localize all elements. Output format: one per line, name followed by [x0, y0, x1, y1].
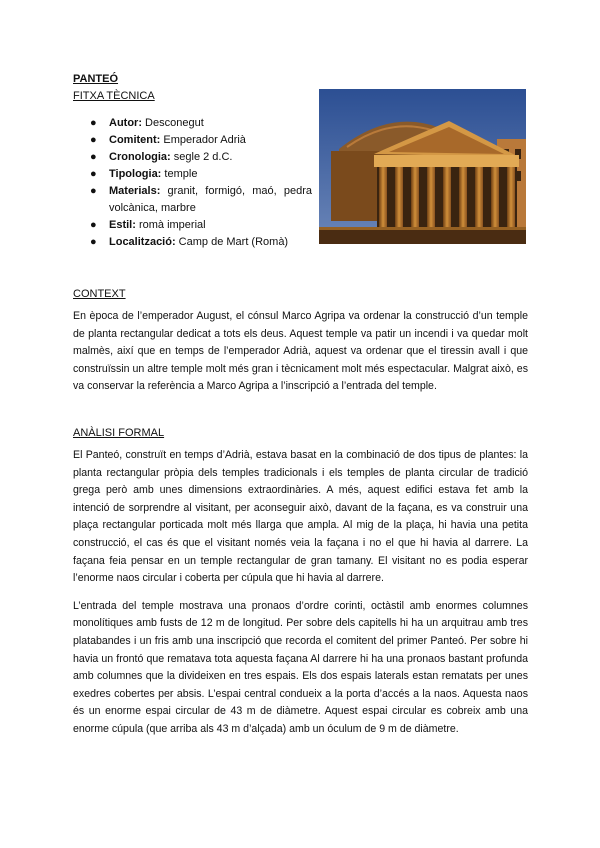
spec-label: Localització: [109, 236, 176, 248]
bullet-icon: ● [90, 236, 97, 248]
spec-item-location [90, 234, 312, 251]
page-title: PANTEÓ [73, 73, 119, 85]
context-heading: CONTEXT [73, 288, 126, 300]
spec-label: Cronologia: [109, 151, 171, 163]
bullet-icon: ● [90, 219, 97, 231]
spec-label: Estil: [109, 219, 136, 231]
spec-value: segle 2 d.C. [170, 151, 233, 163]
pantheon-photo [319, 89, 526, 244]
technical-sheet-heading: FITXA TÈCNICA [73, 90, 155, 102]
spec-label: Autor: [109, 117, 142, 129]
spec-value: romà imperial [135, 219, 206, 231]
analysis-paragraph: L’entrada del temple mostrava una pronaos d’ordre corinti, octàstil amb enormes columnes monolítiques amb fusts de 12 m de longitud. Per sobre dels capitells hi ha un arquitrau amb tres platabandes i un fris amb una inscripció que recorda el comitent del primer Panteó. Per sobre hi havia un frontó que rematava tota aquesta façana Al darrere hi ha una pronaos bastant profunda amb columnes que la divideixen en tres espais. Els dos espais laterals estan rematats per unes exedres cobertes per absis. L’espai central condueix a la porta d’accés a la naos. Aquesta naos és un enorme espai circular de 43 m de diàmetre. Aquest espai circular es cobreix amb una enorme cúpula (que arriba als 43 m d’alçada) amb un óculum de 9 m de diàmetre. [73, 599, 528, 735]
spec-value: Camp de Mart (Romà) [175, 236, 289, 248]
bullet-icon: ● [90, 185, 97, 197]
spec-item-typology [90, 166, 312, 183]
analysis-section [73, 427, 528, 749]
context-paragraph: En època de l’emperador August, el cónsul Marco Agripa va ordenar la construcció d’un temple de planta rectangular dedicat a tots els deus. Aquest temple va patir un incendi i va quedar molt malmès, així que en temps de l’emperador Adrià, aquest va ordenar que el tiressin avall i que construïssin un altre temple molt més gran i tècnicament molt més espectacular. Malgrat això, es va conservar la referència a Marco Agripa a l’inscripció a l’entrada del temple. [73, 310, 528, 393]
technical-sheet-list [90, 115, 312, 251]
bullet-icon: ● [90, 134, 97, 146]
spec-label: Comitent: [109, 134, 161, 146]
spec-item-author [90, 115, 312, 132]
spec-item-chronology [90, 149, 312, 166]
bullet-icon: ● [90, 151, 97, 163]
analysis-paragraph: El Panteó, construït en temps d’Adrià, estava basat en la combinació de dos tipus de plantes: la planta rectangular pròpia dels temples tradicionals i els temples de planta circular de tradició grega però amb unes dimensions extraordinàries. A més, aquest edifici estava fet amb la intenció de sorprendre al visitant, per aconseguir això, davant de la façana, es va construir una plaça rectangular porticada molt més llarga que ampla. Al mig de la plaça, hi havia una petita construcció, el cas és que el visitant només veia la façana i no el que hi havia al darrere. La façana feia pensar en un temple rectangular de gran tamany. El visitant no es podia esperar l’enorme naos circular i coberta per cúpula que hi havia al darrere. [73, 449, 528, 585]
spec-label: Materials: [109, 185, 161, 197]
spec-value: temple [161, 168, 198, 180]
spec-label: Tipologia: [109, 168, 162, 180]
spec-value: Desconegut [142, 117, 204, 129]
spec-item-materials [90, 183, 312, 217]
spec-item-patron [90, 132, 312, 149]
spec-value: Emperador Adrià [160, 134, 246, 146]
spec-item-style [90, 217, 312, 234]
bullet-icon: ● [90, 117, 97, 129]
spec-value: granit, formigó, maó, pedra volcànica, marbre [109, 185, 312, 214]
analysis-heading: ANÀLISI FORMAL [73, 427, 165, 439]
bullet-icon: ● [90, 168, 97, 180]
context-section [73, 288, 528, 406]
